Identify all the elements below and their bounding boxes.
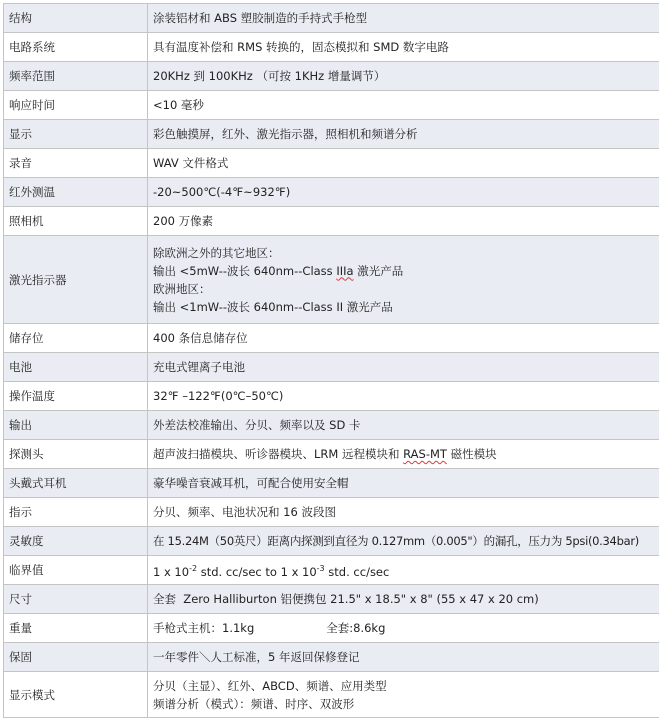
row-value — [148, 672, 659, 718]
row-label: 头戴式耳机 — [4, 469, 148, 498]
row-value: 400 条信息储存位 — [148, 324, 659, 353]
spec-table — [3, 3, 659, 718]
row-label: 显示 — [4, 120, 148, 149]
row-value: 32℉ –122℉(0℃–50℃) — [148, 382, 659, 411]
row-label: 电池 — [4, 353, 148, 382]
row-response-time — [4, 91, 659, 120]
row-value: 一年零件＼人工标准，5 年返回保修登记 — [148, 643, 659, 672]
row-operating-temp — [4, 382, 659, 411]
row-label: 灵敏度 — [4, 527, 148, 556]
row-indication — [4, 498, 659, 527]
row-value: 超声波扫描模块、听诊器模块、LRM 远程模块和 RAS-MT 磁性模块 — [148, 440, 659, 469]
display-mode-line: 分贝（主显）、红外、ABCD、频谱、应用类型 — [153, 678, 387, 693]
row-label: 结构 — [4, 4, 148, 33]
row-laser-pointer — [4, 236, 659, 324]
laser-line: 输出 <5mW--波长 640nm--Class IIIa 激光产品 — [153, 263, 404, 278]
row-dimensions — [4, 585, 659, 614]
row-circuit-system — [4, 33, 659, 62]
laser-line: 输出 <1mW--波长 640nm--Class II 激光产品 — [153, 299, 393, 314]
row-frequency-range — [4, 62, 659, 91]
row-label: 响应时间 — [4, 91, 148, 120]
row-value: 20KHz 到 100KHz （可按 1KHz 增量调节） — [148, 62, 659, 91]
row-value: -20~500℃(-4℉~932℉) — [148, 178, 659, 207]
row-value: 外差法校准输出、分贝、频率以及 SD 卡 — [148, 411, 659, 440]
row-label: 重量 — [4, 614, 148, 643]
row-label: 红外测温 — [4, 178, 148, 207]
row-label: 电路系统 — [4, 33, 148, 62]
row-label: 储存位 — [4, 324, 148, 353]
row-value: 彩色触摸屏，红外、激光指示器，照相机和频谱分析 — [148, 120, 659, 149]
row-label: 临界值 — [4, 556, 148, 585]
row-label: 指示 — [4, 498, 148, 527]
row-label: 输出 — [4, 411, 148, 440]
row-label: 保固 — [4, 643, 148, 672]
display-mode-line: 频谱分析（模式）：频谱、时序、双波形 — [153, 696, 355, 711]
row-value: 全套 Zero Halliburton 铝便携包 21.5" x 18.5" x 8" (55 x 47 x 20 cm) — [148, 585, 659, 614]
row-value: 涂装铝材和 ABS 塑胶制造的手持式手枪型 — [148, 4, 659, 33]
row-warranty — [4, 643, 659, 672]
row-battery — [4, 353, 659, 382]
row-camera — [4, 207, 659, 236]
row-headset — [4, 469, 659, 498]
row-value: 分贝、频率、电池状况和 16 波段图 — [148, 498, 659, 527]
row-label: 尺寸 — [4, 585, 148, 614]
row-value — [148, 236, 659, 324]
row-label: 探测头 — [4, 440, 148, 469]
row-threshold — [4, 556, 659, 585]
laser-line: 欧洲地区： — [153, 281, 211, 296]
row-output — [4, 411, 659, 440]
weight-main-unit: 手枪式主机：1.1kg — [153, 621, 255, 635]
row-label: 显示模式 — [4, 672, 148, 718]
row-storage — [4, 324, 659, 353]
row-value: WAV 文件格式 — [148, 149, 659, 178]
row-display-mode — [4, 672, 659, 718]
row-value: 在 15.24M（50英尺）距离内探测到直径为 0.127mm（0.005"）的漏孔，压力为 5psi(0.34bar) — [148, 527, 659, 556]
row-sensitivity — [4, 527, 659, 556]
row-value: 200 万像素 — [148, 207, 659, 236]
row-value: 具有温度补偿和 RMS 转换的，固态模拟和 SMD 数字电路 — [148, 33, 659, 62]
row-value — [148, 614, 659, 643]
row-label: 频率范围 — [4, 62, 148, 91]
row-structure — [4, 4, 659, 33]
row-value: <10 毫秒 — [148, 91, 659, 120]
row-label: 照相机 — [4, 207, 148, 236]
weight-full-set: 全套:8.6kg — [326, 621, 386, 635]
laser-class-mark: IIIa — [336, 263, 354, 278]
row-value: 豪华噪音衰减耳机，可配合使用安全帽 — [148, 469, 659, 498]
row-recording — [4, 149, 659, 178]
row-weight — [4, 614, 659, 643]
row-value: 充电式锂离子电池 — [148, 353, 659, 382]
row-probe — [4, 440, 659, 469]
row-label: 录音 — [4, 149, 148, 178]
laser-line: 除欧洲之外的其它地区： — [153, 245, 280, 260]
row-value: 1 x $10^{-2}$ std. cc/sec to 1 x $10^{-3}$ std. cc/sec — [148, 556, 659, 585]
probe-model-mark: RAS-MT — [403, 447, 447, 461]
row-label: 操作温度 — [4, 382, 148, 411]
row-display — [4, 120, 659, 149]
row-infrared-temp — [4, 178, 659, 207]
row-label: 激光指示器 — [4, 236, 148, 324]
